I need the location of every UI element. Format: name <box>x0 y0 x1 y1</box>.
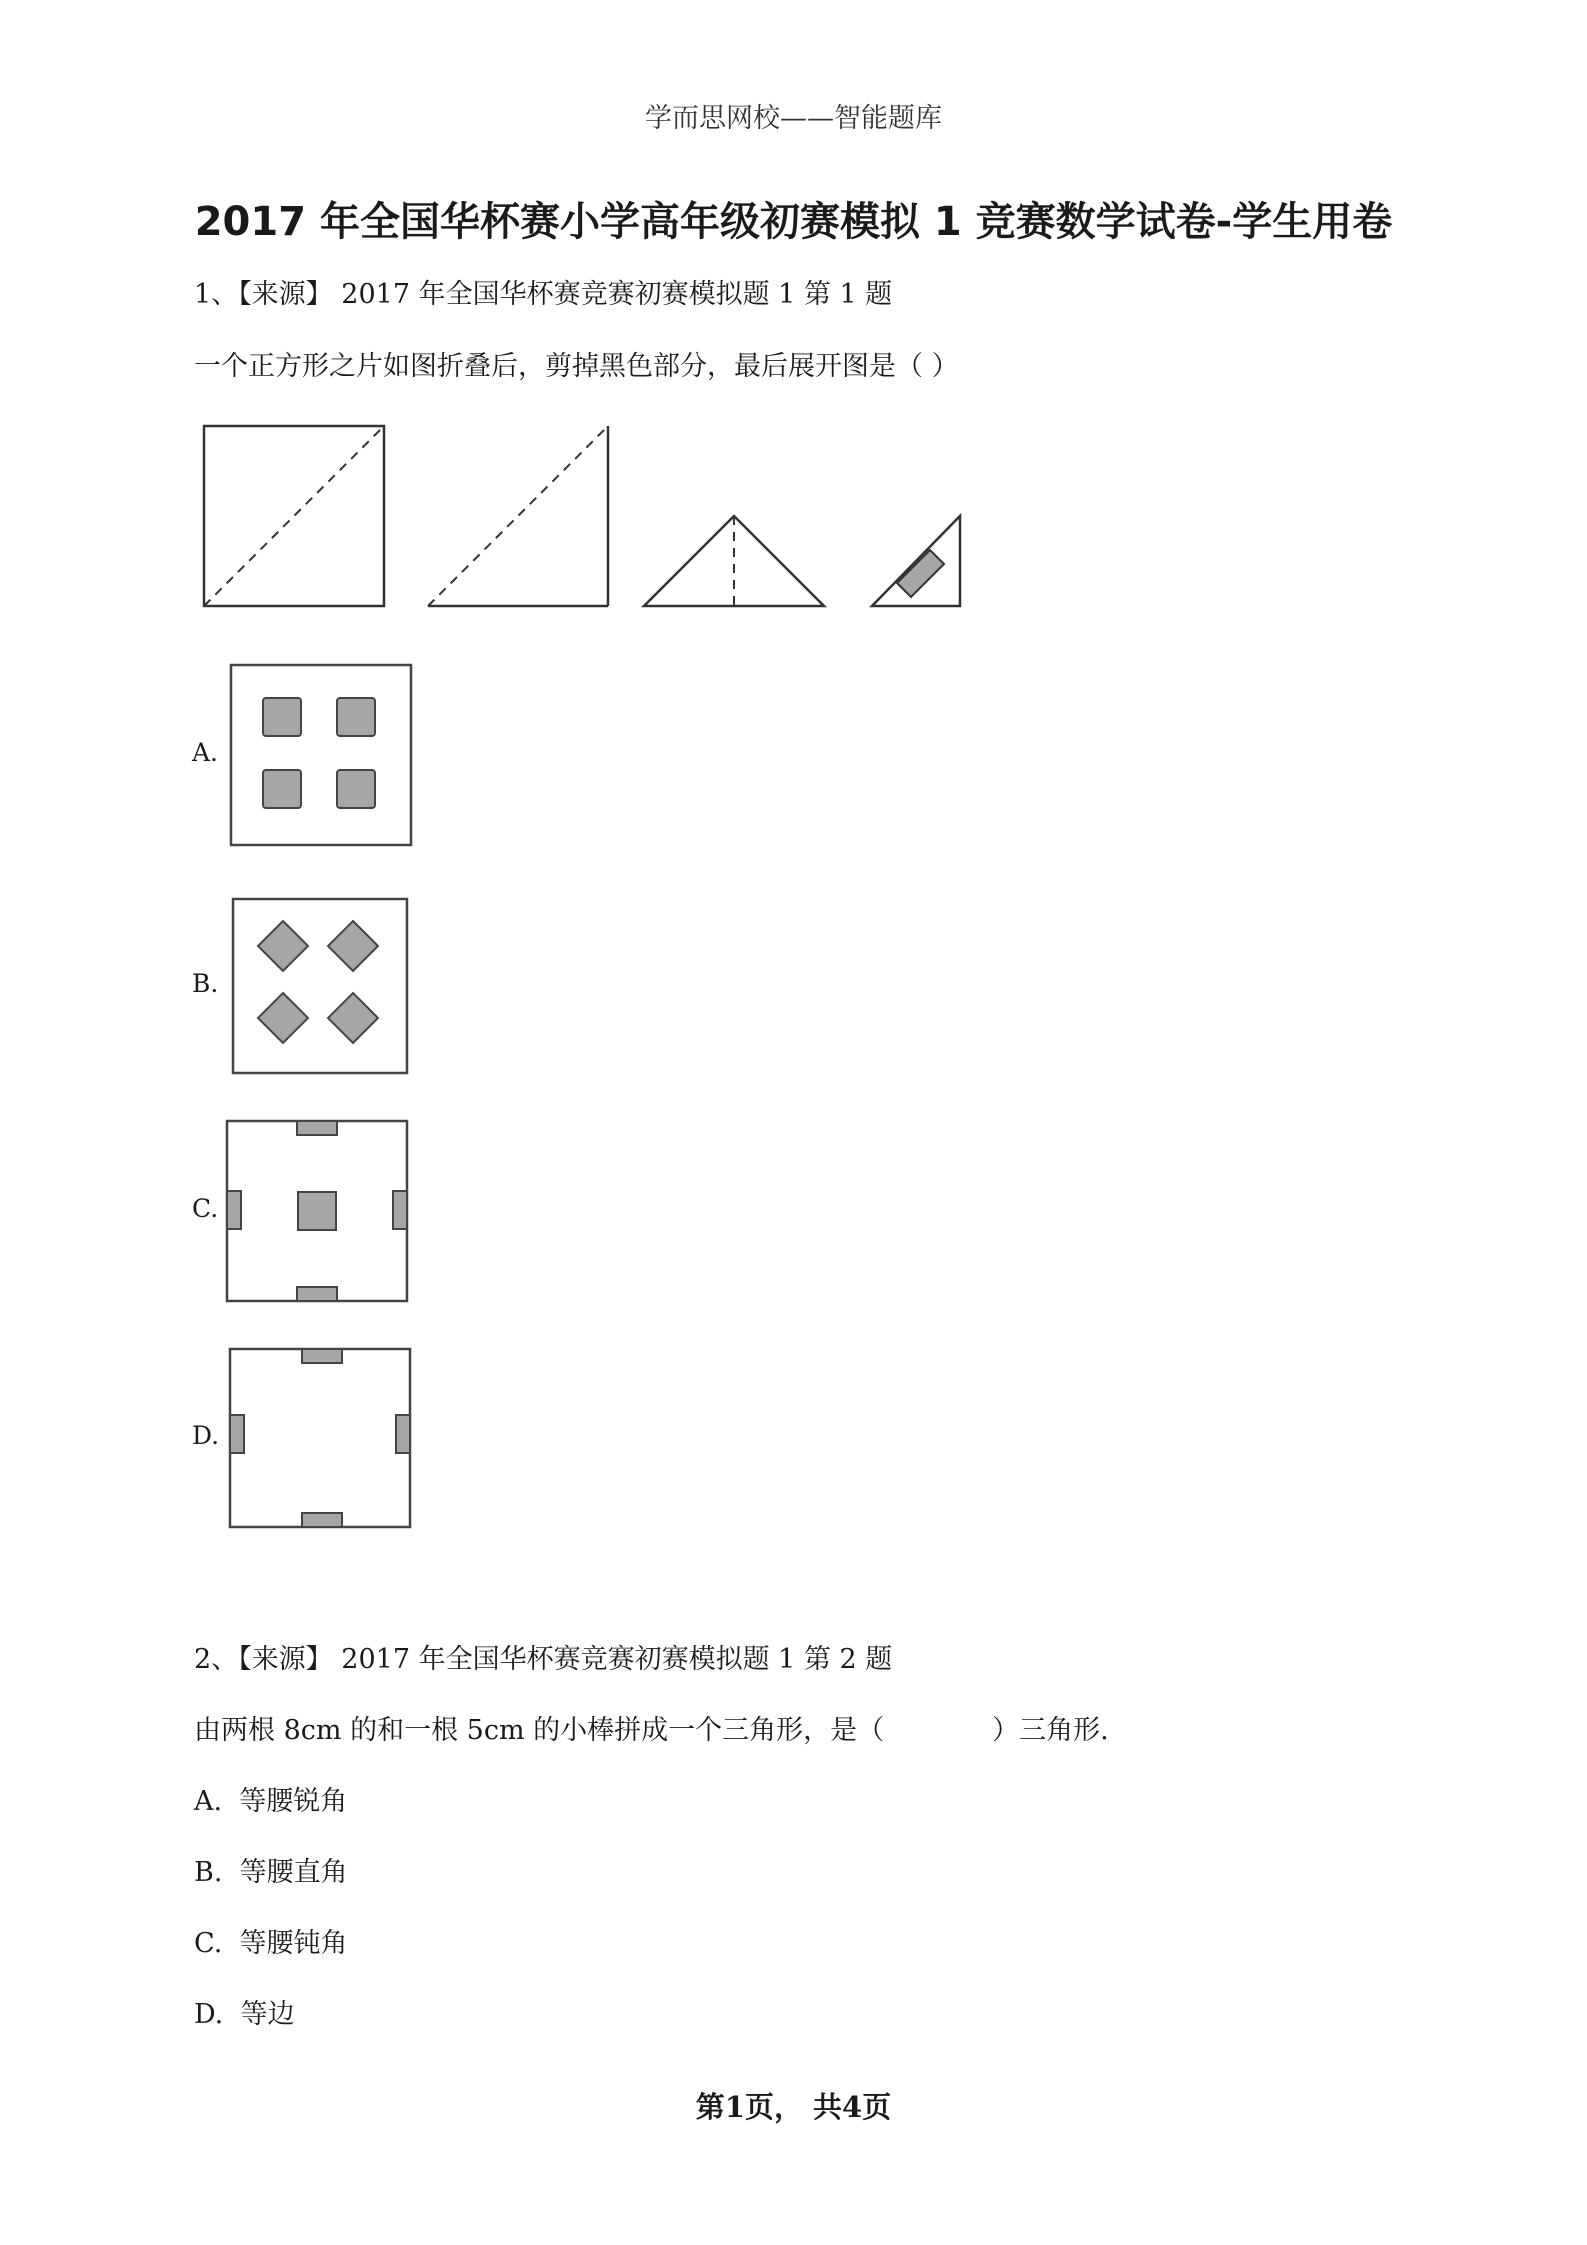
cut-left-notch <box>227 1191 241 1229</box>
folding-steps-figure <box>196 418 996 610</box>
page-footer: 第1页， 共4页 <box>695 2090 892 2124</box>
option-text: 等腰直角 <box>239 1857 348 1888</box>
cut-square <box>263 698 301 736</box>
fold-step-4-cut-triangle <box>872 516 960 606</box>
question-2-heading <box>194 1637 892 1676</box>
fold-step-2-triangle <box>428 426 608 606</box>
option-label: C. <box>194 1928 223 1959</box>
option-text: 等腰锐角 <box>239 1786 348 1817</box>
option-text: 等腰钝角 <box>239 1928 348 1959</box>
cut-square <box>337 770 375 808</box>
option-c-label[interactable]: C. <box>192 1194 219 1223</box>
source-text: 2017 年全国华杯赛竞赛初赛模拟题 1 第 2 题 <box>341 1644 893 1675</box>
option-d-figure[interactable] <box>225 1344 417 1536</box>
question-2-option-d[interactable] <box>194 1992 294 2031</box>
question-1-stem: 一个正方形之片如图折叠后，剪掉黑色部分，最后展开图是（ ） <box>194 351 959 382</box>
question-1-heading <box>194 272 892 311</box>
source-text: 2017 年全国华杯赛竞赛初赛模拟题 1 第 1 题 <box>341 279 893 310</box>
option-label: A. <box>194 1786 223 1817</box>
question-2-option-a[interactable] <box>194 1779 347 1818</box>
stem-before-blank: 由两根 8cm 的和一根 5cm 的小棒拼成一个三角形，是（ <box>194 1715 885 1746</box>
source-tag: 【来源】 <box>238 279 333 310</box>
option-a-label[interactable]: A. <box>192 738 219 767</box>
fold-step-3-triangle <box>644 516 824 606</box>
cut-square <box>337 698 375 736</box>
question-2-option-b[interactable] <box>194 1850 348 1889</box>
fold-step-1-square <box>204 426 384 606</box>
question-2-stem <box>194 1708 1109 1747</box>
question-number: 2、 <box>194 1644 239 1675</box>
option-d-label[interactable]: D. <box>192 1421 220 1450</box>
cut-bottom-notch <box>297 1287 337 1301</box>
page-header: 学而思网校——智能题库 <box>645 103 942 134</box>
option-a-figure[interactable] <box>226 660 418 852</box>
exam-title: 2017 年全国华杯赛小学高年级初赛模拟 1 竞赛数学试卷-学生用卷 <box>194 199 1393 245</box>
question-number: 1、 <box>194 279 239 310</box>
cut-top-notch <box>297 1121 337 1135</box>
stem-after-blank: ）三角形. <box>992 1715 1109 1746</box>
option-b-figure[interactable] <box>228 894 420 1086</box>
cut-square <box>263 770 301 808</box>
cut-right-notch <box>393 1191 407 1229</box>
cut-right-notch <box>396 1415 410 1453</box>
source-tag: 【来源】 <box>238 1644 333 1675</box>
cut-top-notch <box>302 1349 342 1363</box>
option-label: D. <box>194 1999 224 2030</box>
option-b-label[interactable]: B. <box>192 969 219 998</box>
cut-left-notch <box>230 1415 244 1453</box>
option-text: 等边 <box>240 1999 295 2030</box>
option-label: B. <box>194 1857 223 1888</box>
question-2-option-c[interactable] <box>194 1921 347 1960</box>
cut-bottom-notch <box>302 1513 342 1527</box>
option-c-figure[interactable] <box>222 1116 414 1308</box>
cut-center-square <box>298 1192 336 1230</box>
